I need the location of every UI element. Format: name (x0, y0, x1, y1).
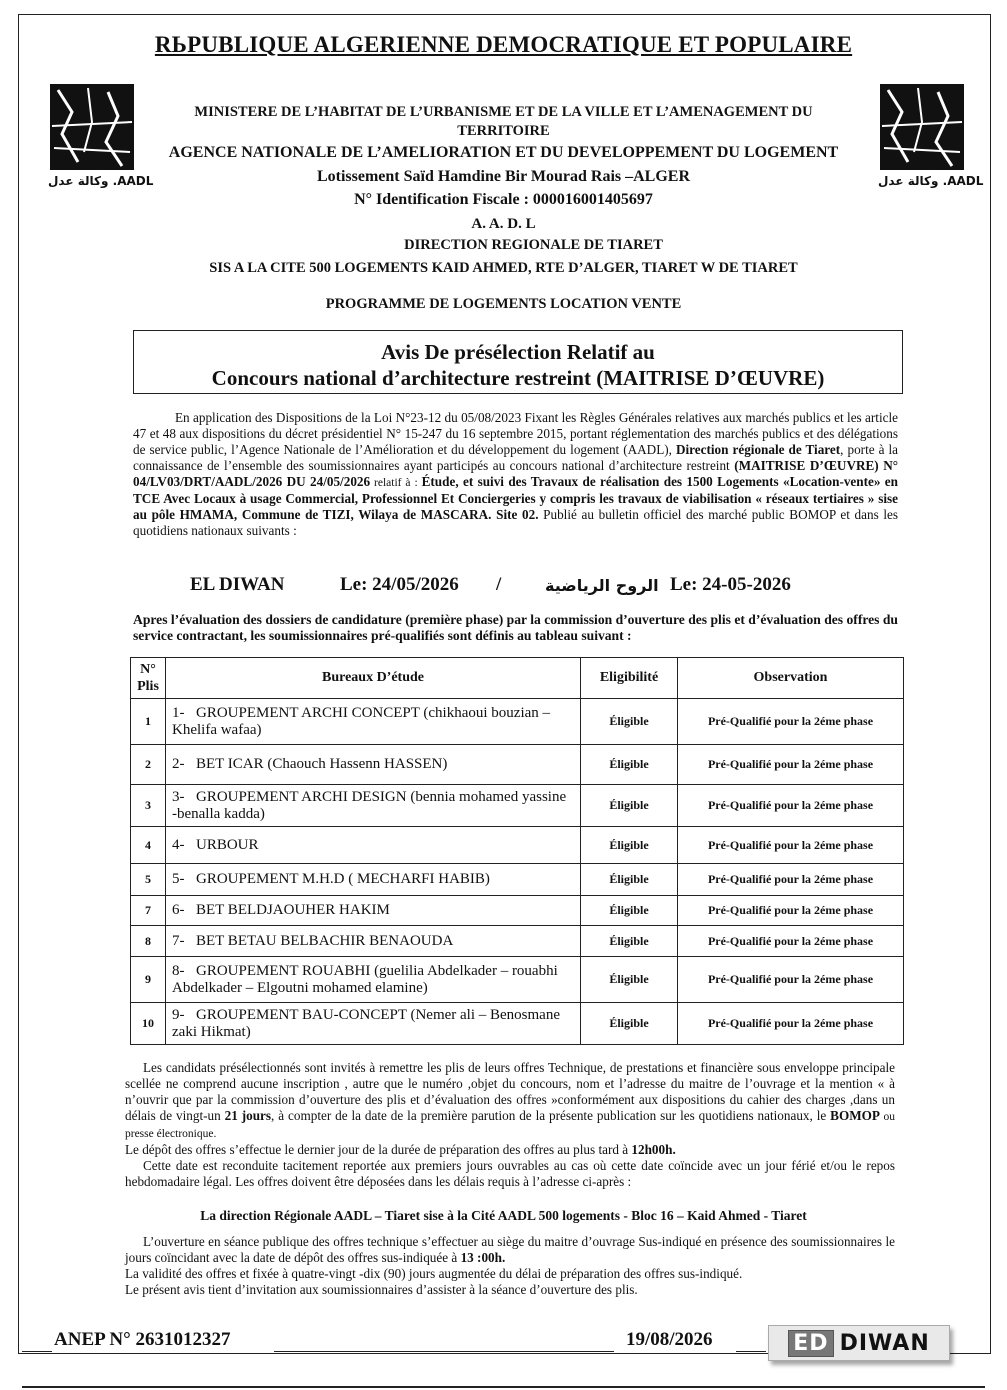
stamp-ed: ED (788, 1330, 833, 1357)
header-elig: Eligibilité (581, 658, 678, 699)
intro-text-3: , porte à la connaissance de l’ensemble des soumissionnaires ayant participés au concours national d’architecture restreint (133, 442, 899, 473)
el-diwan-stamp (768, 1325, 950, 1361)
observation: Pré-Qualifié pour la 2éme phase (678, 1003, 904, 1045)
intro-text-5: relatif à : (370, 477, 422, 489)
republic-title: RЬPUBLIQUE ALGERIENNE DEMOCRATIQUE ET POPULAIRE (154, 32, 853, 57)
observation: Pré-Qualifié pour la 2éme phase (678, 957, 904, 1003)
plis-number: 9 (131, 957, 166, 1003)
bureau-name-cell (166, 1003, 581, 1045)
table-row (131, 926, 904, 957)
closing-deposit-time: 12h00h. (631, 1142, 676, 1157)
bureau-name: GROUPEMENT ROUABHI (guelilia Abdelkader – rouabhi Abdelkader – Elgoutni mohamed elamine) (172, 962, 558, 996)
table-header-row (131, 658, 904, 699)
opening-session (125, 1234, 895, 1266)
regional-direction: DIRECTION REGIONALE DE TIARET (404, 237, 663, 253)
logo-left (48, 82, 154, 188)
eligibility: Éligible (581, 785, 678, 827)
intro-text-7: Publié au bulletin officiel des marché public BOMOP et dans les quotidiens nationaux suivants : (133, 507, 899, 538)
bureau-name-cell (166, 699, 581, 745)
eligibility: Éligible (581, 699, 678, 745)
closing-days: 21 jours (224, 1108, 272, 1123)
table-row (131, 785, 904, 827)
bureau-name: BET ICAR (Chaouch Hassenn HASSEN) (196, 756, 448, 772)
plis-number: 5 (131, 864, 166, 896)
eligibility: Éligible (581, 745, 678, 785)
bureau-index: 7- (172, 932, 185, 949)
observation: Pré-Qualifié pour la 2éme phase (678, 699, 904, 745)
eligibility: Éligible (581, 1003, 678, 1045)
plis-number: 8 (131, 926, 166, 957)
bureau-index: 4- (172, 836, 185, 853)
prequalified-table (130, 657, 904, 1045)
invitation-text: Le présent avis tient d’invitation aux soumissionnaires d’assister à la séance d’ouverture des plis. (125, 1282, 638, 1297)
logo-caption: وكالة عدل .AADL (48, 174, 154, 188)
intro-text-1: En application des Dispositions de la Loi N°23-12 du 05/08/2023 Fixant les Règles Générales relatives aux marchés publics et les article 47 et 48 aux dispositions du décret présidentiel N° 15-247 du 16 septembre 2015, portant réglementation des marchés publics et des délégations de service public, l’Agence Nationale de l’Amélioration et du développement du logement (AADL), (133, 410, 898, 457)
bureau-name-cell (166, 785, 581, 827)
acronym: A. A. D. L (471, 216, 536, 232)
bureau-name-cell (166, 864, 581, 896)
table-row (131, 699, 904, 745)
observation: Pré-Qualifié pour la 2éme phase (678, 896, 904, 926)
footer-line-left (22, 1351, 52, 1352)
press-date-1: Le: 24/05/2026 (340, 574, 459, 595)
bureau-index: 6- (172, 902, 185, 918)
notice-title-line1: Avis De présélection Relatif au (381, 340, 655, 364)
agency-address: Lotissement Saïd Hamdine Bir Mourad Rais –ALGER (316, 168, 691, 185)
notice-title-box (133, 330, 903, 394)
eligibility: Éligible (581, 896, 678, 926)
bureau-name-cell (166, 926, 581, 957)
bureau-name: BET BETAU BELBACHIR BENAOUDA (196, 932, 454, 949)
opening-time: 13 :00h. (460, 1250, 506, 1265)
closing-text-3: ou presse électronique. (125, 1111, 895, 1140)
observation: Pré-Qualifié pour la 2éme phase (678, 827, 904, 864)
logo-right (878, 82, 984, 188)
bureau-name: GROUPEMENT ARCHI CONCEPT (chikhaoui bouzian – Khelifa wafaa) (172, 704, 551, 738)
closing-deposit (125, 1142, 895, 1158)
header-bureau: Bureaux D’étude (166, 658, 581, 699)
intro-project: Étude, et suivi des Travaux de réalisation des 1500 Logements «Location-vente» en TCE Avec Locaux à usage Commercial, Professionnel Et Conciergeries y compris les travaux de viabilisation « réseaux tertiaires » sise au pôle HMAMA, Commune de TIZI, Wilaya de MASCARA. Site 02. (133, 474, 898, 522)
opening-text: L’ouverture en séance publique des offres technique s’effectuer au siège du maitre d’ouvrage Sus-indiqué en présence des soumissionnaires le jours coïncidant avec la date de dépôt des offres sus-indiquée à (125, 1234, 895, 1265)
bureau-name-cell (166, 957, 581, 1003)
fiscal-id: N° Identification Fiscale : 000016001405697 (354, 191, 653, 208)
bureau-index: 2- (172, 756, 185, 772)
anep-number: ANEP N° 2631012327 (54, 1329, 231, 1350)
closing-deposit-text: Le dépôt des offres s’effectue le dernier jour de la durée de préparation des offres au plus tard à (125, 1142, 632, 1157)
bureau-index: 3- (172, 788, 185, 805)
intro-direction: Direction régionale de Tiaret (675, 442, 841, 457)
eligibility: Éligible (581, 827, 678, 864)
intro-contest-ref: (MAITRISE D’ŒUVRE) N° 04/LV03/DRT/AADL/2026 DU 24/05/2026 (133, 458, 898, 489)
table-row (131, 896, 904, 926)
evaluation-text: Apres l’évaluation des dossiers de candidature (première phase) par la commission d’ouverture des plis et d’évaluation des offres du service contractant, les soumissionnaires pré-qualifiés sont définis au tableau suivant : (133, 612, 898, 643)
plis-number: 3 (131, 785, 166, 827)
ministry (130, 103, 877, 141)
bureau-name: GROUPEMENT BAU-CONCEPT (Nemer ali – Benosmane zaki Hikmat) (172, 1006, 560, 1040)
table-row (131, 1003, 904, 1045)
press-separator: / (496, 574, 502, 595)
bureau-index: 5- (172, 871, 185, 887)
notice-title-line2: Concours national d’architecture restreint (MAITRISE D’ŒUVRE) (211, 366, 825, 390)
observation: Pré-Qualifié pour la 2éme phase (678, 926, 904, 957)
deposit-address: La direction Régionale AADL – Tiaret sise à la Cité AADL 500 logements - Bloc 16 – Kaid Ahmed - Tiaret (200, 1208, 807, 1223)
bureau-name: BET BELDJAOUHER HAKIM (196, 902, 390, 918)
observation: Pré-Qualifié pour la 2éme phase (678, 864, 904, 896)
bureau-index: 9- (172, 1006, 185, 1023)
closing-text-1: Les candidats présélectionnés sont invités à remettre les plis de leurs offres Technique, de prestations et financière sous enveloppe principale scellée ne comprend aucune inscription , autre que le numéro ,objet du concours, nom et l’adresse du maitre de l’ouvrage et la mention « à n’ouvrir que par la commission d’ouverture des plis et d’évaluation des offres »conformément aux dispositions du cahier des charges ,dans un délais de vingt-un (125, 1060, 895, 1123)
bureau-name: GROUPEMENT ARCHI DESIGN (bennia mohamed yassine -benalla kadda) (172, 788, 567, 822)
ministry-line2: TERRITOIRE (457, 123, 550, 139)
press-date-2: Le: 24-05-2026 (670, 574, 791, 595)
closing-bomop: BOMOP (830, 1108, 880, 1123)
bureau-name: URBOUR (196, 836, 259, 853)
header-obs: Observation (678, 658, 904, 699)
closing-instructions (125, 1060, 895, 1142)
table-row (131, 957, 904, 1003)
bureau-name-cell (166, 827, 581, 864)
closing-text-2: , à compter de la date de la première parution de la présente publication sur les quotidiens nationaux, le (271, 1108, 831, 1123)
table-row (131, 827, 904, 864)
publication-date: 19/08/2026 (626, 1329, 713, 1350)
eligibility: Éligible (581, 957, 678, 1003)
intro-paragraph (133, 410, 898, 539)
header-num: N° Plis (131, 658, 166, 699)
plis-number: 4 (131, 827, 166, 864)
closing-paragraph (125, 1060, 895, 1190)
bureau-index: 8- (172, 962, 185, 979)
observation: Pré-Qualifié pour la 2éme phase (678, 745, 904, 785)
direction-site: SIS A LA CITE 500 LOGEMENTS KAID AHMED, RTE D’ALGER, TIARET W DE TIARET (209, 260, 798, 276)
press-name-1: EL DIWAN (190, 574, 285, 595)
validity-text: La validité des offres et fixée à quatre-vingt -dix (90) jours augmentée du délai de préparation des offres sus-indiqué. (125, 1266, 743, 1281)
table-row (131, 864, 904, 896)
logo-caption: وكالة عدل .AADL (878, 174, 984, 188)
bureau-name: GROUPEMENT M.H.D ( MECHARFI HABIB) (196, 871, 490, 887)
eligibility: Éligible (581, 926, 678, 957)
observation: Pré-Qualifié pour la 2éme phase (678, 785, 904, 827)
bottom-rule (22, 1386, 985, 1388)
plis-number: 10 (131, 1003, 166, 1045)
plis-number: 2 (131, 745, 166, 785)
footer-line-mid (274, 1351, 614, 1352)
opening-paragraph (125, 1234, 895, 1298)
plis-number: 1 (131, 699, 166, 745)
agency-name: AGENCE NATIONALE DE L’AMELIORATION ET DU DEVELOPPEMENT DU LOGEMENT (168, 144, 839, 161)
plis-number: 7 (131, 896, 166, 926)
bureau-name-cell (166, 896, 581, 926)
programme: PROGRAMME DE LOGEMENTS LOCATION VENTE (325, 296, 682, 312)
table-row (131, 745, 904, 785)
bureau-name-cell (166, 745, 581, 785)
footer-line-right (736, 1351, 766, 1352)
eligibility: Éligible (581, 864, 678, 896)
stamp-name: DIWAN (839, 1330, 930, 1356)
bureau-index: 1- (172, 704, 185, 721)
press-name-2: الروح الرياضية (545, 576, 659, 595)
ministry-line1: MINISTERE DE L’HABITAT DE L’URBANISME ET DE LA VILLE ET L’AMENAGEMENT DU (194, 104, 813, 120)
closing-postpone: Cette date est reconduite tacitement reportée aux premiers jours ouvrables au cas où cette date coïncide avec un jour férié et/ou le repos hebdomadaire légal. Les offres doivent être déposées dans les délais requis à l’adresse ci-après : (125, 1158, 895, 1189)
